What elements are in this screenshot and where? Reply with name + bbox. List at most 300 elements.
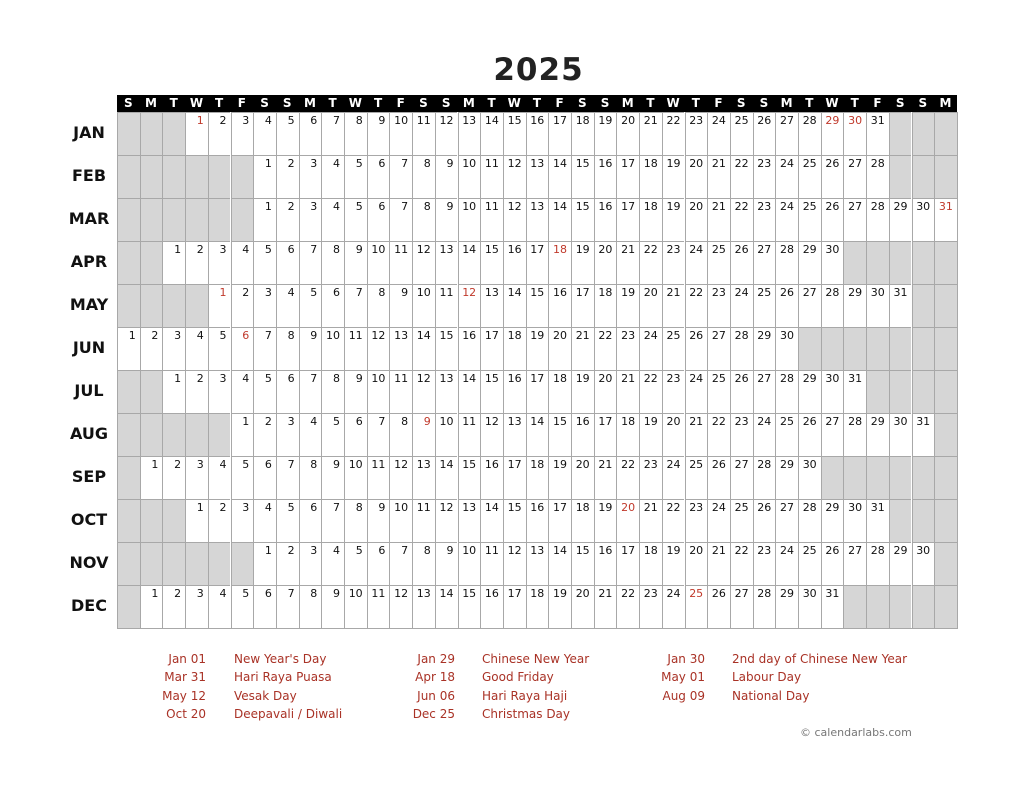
empty-cell [185, 413, 208, 456]
day-cell [253, 327, 276, 370]
empty-cell [934, 241, 957, 284]
day-cell [685, 112, 708, 155]
weekday-header-cell: F [396, 96, 405, 110]
empty-cell [843, 241, 866, 284]
day-cell [344, 370, 367, 413]
day-cell [117, 327, 140, 370]
day-number: 10 [394, 114, 409, 127]
day-cell [616, 413, 639, 456]
day-cell [412, 112, 435, 155]
day-cell [367, 241, 390, 284]
day-cell [231, 499, 254, 542]
day-number: 27 [757, 243, 772, 256]
day-cell [412, 284, 435, 327]
day-number: 4 [332, 200, 340, 213]
day-number: 13 [416, 458, 431, 471]
day-cell [276, 327, 299, 370]
day-cell [843, 284, 866, 327]
day-cell [548, 327, 571, 370]
day-cell [389, 198, 412, 241]
day-number: 10 [394, 501, 409, 514]
day-cell [276, 198, 299, 241]
day-cell [571, 542, 594, 585]
day-number: 3 [242, 501, 250, 514]
empty-cell [934, 112, 957, 155]
day-number: 16 [552, 286, 567, 299]
day-cell [639, 499, 662, 542]
day-number: 9 [378, 114, 386, 127]
day-cell [571, 198, 594, 241]
day-number: 24 [779, 157, 794, 170]
day-number: 10 [348, 458, 363, 471]
day-number: 2 [219, 501, 227, 514]
day-number: 24 [643, 329, 658, 342]
day-number: 30 [870, 286, 885, 299]
day-number: 17 [575, 286, 590, 299]
day-number: 1 [242, 415, 250, 428]
day-cell [435, 112, 458, 155]
day-cell [775, 327, 798, 370]
day-number: 8 [332, 372, 340, 385]
day-cell [435, 241, 458, 284]
day-cell [389, 413, 412, 456]
empty-cell [843, 456, 866, 499]
day-cell [662, 542, 685, 585]
day-cell [571, 241, 594, 284]
weekday-header-cell: T [532, 96, 542, 110]
day-number: 7 [401, 544, 409, 557]
day-cell [276, 241, 299, 284]
day-number: 20 [575, 587, 590, 600]
day-number: 14 [439, 587, 454, 600]
day-number: 14 [462, 372, 477, 385]
weekday-header-cell: T [691, 96, 700, 110]
day-cell [526, 327, 549, 370]
weekday-header-cell: S [419, 96, 428, 110]
day-number: 5 [242, 458, 250, 471]
day-cell [299, 112, 322, 155]
day-cell [639, 456, 662, 499]
day-cell [412, 542, 435, 585]
day-cell [639, 327, 662, 370]
day-number: 2 [264, 415, 272, 428]
day-cell [458, 327, 481, 370]
day-cell [299, 327, 322, 370]
day-cell [662, 327, 685, 370]
day-number: 16 [507, 372, 522, 385]
month-label-sep: SEP [71, 467, 107, 486]
day-number: 10 [348, 587, 363, 600]
day-number: 6 [355, 415, 363, 428]
empty-cell [889, 370, 912, 413]
month-label-jun: JUN [72, 338, 106, 357]
day-cell [503, 499, 526, 542]
day-cell [730, 370, 753, 413]
day-number: 26 [734, 243, 749, 256]
empty-cell [912, 585, 935, 628]
day-cell [775, 241, 798, 284]
day-number: 13 [530, 200, 545, 213]
empty-cell [231, 198, 254, 241]
day-cell [367, 198, 390, 241]
day-number: 21 [666, 286, 681, 299]
day-cell [775, 155, 798, 198]
day-number: 30 [779, 329, 794, 342]
day-cell [889, 284, 912, 327]
day-cell [208, 585, 231, 628]
day-number: 26 [757, 501, 772, 514]
day-cell [730, 542, 753, 585]
day-number: 11 [394, 243, 409, 256]
day-cell [685, 456, 708, 499]
day-number: 30 [916, 544, 931, 557]
day-number: 27 [711, 329, 726, 342]
month-label-dec: DEC [71, 596, 107, 615]
day-number: 5 [242, 587, 250, 600]
day-number: 17 [552, 114, 567, 127]
day-cell [253, 456, 276, 499]
day-number: 10 [371, 372, 386, 385]
day-cell [503, 370, 526, 413]
day-cell [480, 155, 503, 198]
day-number: 18 [575, 501, 590, 514]
day-number: 12 [484, 415, 499, 428]
day-number: 23 [666, 372, 681, 385]
day-cell [526, 413, 549, 456]
day-cell [503, 155, 526, 198]
day-number: 25 [757, 286, 772, 299]
day-number: 6 [287, 243, 295, 256]
day-cell [662, 198, 685, 241]
day-number: 28 [757, 458, 772, 471]
day-cell [594, 327, 617, 370]
day-number: 10 [416, 286, 431, 299]
day-number: 28 [870, 157, 885, 170]
day-number: 19 [552, 587, 567, 600]
empty-cell [866, 585, 889, 628]
day-number: 10 [439, 415, 454, 428]
day-cell [480, 542, 503, 585]
day-cell [321, 198, 344, 241]
day-cell [594, 499, 617, 542]
holiday-day-number: 6 [242, 329, 250, 342]
day-number: 15 [484, 372, 499, 385]
day-cell [208, 327, 231, 370]
weekday-header-cell: S [736, 96, 746, 110]
weekday-header-cell: F [237, 96, 246, 110]
day-cell [231, 413, 254, 456]
day-cell [458, 370, 481, 413]
day-cell [435, 155, 458, 198]
day-cell [594, 155, 617, 198]
day-number: 16 [598, 544, 613, 557]
day-cell [231, 112, 254, 155]
day-number: 13 [484, 286, 499, 299]
weekday-header-cell: S [918, 96, 928, 110]
day-cell [730, 456, 753, 499]
day-number: 30 [802, 587, 817, 600]
day-number: 11 [416, 501, 431, 514]
day-cell [821, 413, 844, 456]
credit-text: © calendarlabs.com [800, 726, 912, 739]
holiday-date: Oct 20 [166, 706, 206, 721]
day-cell [503, 456, 526, 499]
day-number: 4 [332, 157, 340, 170]
day-number: 8 [287, 329, 295, 342]
day-cell [344, 413, 367, 456]
day-cell [753, 585, 776, 628]
day-cell [662, 241, 685, 284]
day-number: 25 [711, 372, 726, 385]
day-cell [685, 155, 708, 198]
day-number: 29 [870, 415, 885, 428]
day-number: 4 [219, 458, 227, 471]
day-number: 23 [689, 114, 704, 127]
day-number: 22 [643, 372, 658, 385]
day-cell [480, 284, 503, 327]
day-cell [185, 456, 208, 499]
day-number: 25 [711, 243, 726, 256]
day-number: 29 [757, 329, 772, 342]
day-cell [276, 585, 299, 628]
month-label-feb: FEB [71, 166, 107, 185]
day-cell [616, 327, 639, 370]
day-cell [775, 499, 798, 542]
day-cell [707, 327, 730, 370]
day-cell [253, 370, 276, 413]
holiday-date: Jan 01 [168, 652, 206, 666]
day-cell [639, 241, 662, 284]
day-number: 6 [332, 286, 340, 299]
day-cell [299, 499, 322, 542]
day-number: 27 [802, 286, 817, 299]
day-cell [775, 456, 798, 499]
day-number: 17 [507, 587, 522, 600]
day-number: 7 [401, 157, 409, 170]
day-number: 3 [310, 544, 318, 557]
day-cell [730, 284, 753, 327]
day-cell [321, 413, 344, 456]
holiday-name: National Day [732, 688, 810, 703]
day-cell [412, 585, 435, 628]
day-cell [594, 198, 617, 241]
day-number: 24 [757, 415, 772, 428]
day-cell [594, 370, 617, 413]
day-number: 7 [310, 372, 318, 385]
day-cell [707, 585, 730, 628]
day-number: 27 [779, 501, 794, 514]
holiday-day-number: 1 [196, 114, 204, 127]
day-number: 12 [371, 329, 386, 342]
day-number: 4 [287, 286, 295, 299]
day-number: 18 [643, 157, 658, 170]
weekday-header-cell: S [600, 96, 610, 110]
day-cell [299, 370, 322, 413]
day-number: 8 [355, 501, 363, 514]
day-cell [662, 585, 685, 628]
day-cell [889, 413, 912, 456]
day-cell [821, 112, 844, 155]
empty-cell [889, 585, 912, 628]
weekday-header-cell: T [646, 96, 655, 110]
holiday-name: Vesak Day [234, 688, 297, 703]
day-number: 21 [575, 329, 590, 342]
day-number: 8 [355, 114, 363, 127]
day-number: 6 [378, 200, 386, 213]
day-number: 11 [484, 544, 499, 557]
day-number: 4 [332, 544, 340, 557]
empty-cell [162, 155, 185, 198]
day-number: 26 [802, 415, 817, 428]
empty-cell [208, 413, 231, 456]
day-number: 31 [916, 415, 931, 428]
month-label-jan: JAN [73, 123, 105, 142]
day-cell [185, 241, 208, 284]
day-number: 22 [621, 587, 636, 600]
day-number: 5 [287, 114, 295, 127]
day-number: 27 [779, 114, 794, 127]
day-number: 23 [757, 544, 772, 557]
day-number: 1 [151, 458, 159, 471]
day-number: 16 [507, 243, 522, 256]
day-number: 3 [264, 286, 272, 299]
day-cell [548, 370, 571, 413]
day-cell [571, 413, 594, 456]
day-cell [775, 198, 798, 241]
day-cell [435, 284, 458, 327]
month-label-jul: JUL [74, 381, 104, 400]
day-cell [299, 585, 322, 628]
day-cell [866, 413, 889, 456]
day-number: 11 [394, 372, 409, 385]
day-cell [367, 284, 390, 327]
day-number: 20 [643, 286, 658, 299]
day-number: 4 [242, 243, 250, 256]
day-number: 26 [711, 587, 726, 600]
day-cell [775, 370, 798, 413]
day-cell [548, 241, 571, 284]
day-number: 2 [151, 329, 159, 342]
day-number: 29 [802, 243, 817, 256]
empty-cell [208, 198, 231, 241]
empty-cell [912, 155, 935, 198]
empty-cell [117, 370, 140, 413]
day-cell [685, 413, 708, 456]
weekday-header-cell: S [578, 96, 587, 110]
day-cell [821, 499, 844, 542]
day-number: 3 [242, 114, 250, 127]
day-cell [526, 499, 549, 542]
day-cell [367, 370, 390, 413]
day-number: 31 [870, 501, 885, 514]
day-cell [458, 413, 481, 456]
day-number: 21 [598, 587, 613, 600]
day-cell [685, 198, 708, 241]
day-cell [253, 112, 276, 155]
day-number: 11 [439, 286, 454, 299]
day-cell [526, 198, 549, 241]
day-cell [480, 456, 503, 499]
day-number: 6 [287, 372, 295, 385]
day-number: 27 [848, 157, 863, 170]
day-number: 2 [287, 544, 295, 557]
day-cell [140, 585, 163, 628]
empty-cell [185, 284, 208, 327]
day-cell [503, 198, 526, 241]
day-number: 24 [779, 200, 794, 213]
day-number: 3 [196, 458, 204, 471]
day-cell [843, 413, 866, 456]
day-cell [208, 370, 231, 413]
day-cell [616, 456, 639, 499]
day-number: 19 [552, 458, 567, 471]
day-number: 17 [484, 329, 499, 342]
day-number: 10 [371, 243, 386, 256]
day-cell [571, 284, 594, 327]
day-number: 14 [507, 286, 522, 299]
day-number: 16 [575, 415, 590, 428]
day-number: 22 [711, 415, 726, 428]
day-number: 4 [196, 329, 204, 342]
day-cell [253, 413, 276, 456]
day-number: 21 [598, 458, 613, 471]
day-number: 24 [734, 286, 749, 299]
day-number: 16 [530, 114, 545, 127]
day-cell [798, 284, 821, 327]
weekday-header-cell: M [621, 96, 634, 110]
day-cell [685, 241, 708, 284]
day-cell [435, 413, 458, 456]
day-number: 24 [666, 587, 681, 600]
empty-cell [117, 585, 140, 628]
day-number: 15 [552, 415, 567, 428]
day-cell [367, 327, 390, 370]
day-number: 10 [462, 200, 477, 213]
day-number: 5 [355, 544, 363, 557]
day-number: 1 [196, 501, 204, 514]
day-number: 20 [689, 157, 704, 170]
day-cell [548, 456, 571, 499]
day-cell [344, 241, 367, 284]
day-number: 5 [355, 200, 363, 213]
day-cell [548, 155, 571, 198]
day-cell [367, 112, 390, 155]
empty-cell [185, 155, 208, 198]
day-number: 5 [264, 372, 272, 385]
day-number: 2 [174, 587, 182, 600]
day-number: 19 [530, 329, 545, 342]
day-cell [344, 499, 367, 542]
day-cell [912, 413, 935, 456]
day-cell [389, 327, 412, 370]
day-cell [321, 284, 344, 327]
empty-cell [140, 413, 163, 456]
day-number: 7 [401, 200, 409, 213]
day-cell [866, 284, 889, 327]
day-cell [526, 370, 549, 413]
day-cell [639, 413, 662, 456]
day-number: 20 [621, 114, 636, 127]
day-number: 23 [711, 286, 726, 299]
holiday-day-number: 29 [825, 114, 840, 127]
day-cell [231, 284, 254, 327]
day-number: 26 [825, 200, 840, 213]
day-cell [685, 284, 708, 327]
day-number: 20 [689, 544, 704, 557]
day-number: 25 [734, 114, 749, 127]
day-number: 6 [310, 114, 318, 127]
day-cell [662, 155, 685, 198]
